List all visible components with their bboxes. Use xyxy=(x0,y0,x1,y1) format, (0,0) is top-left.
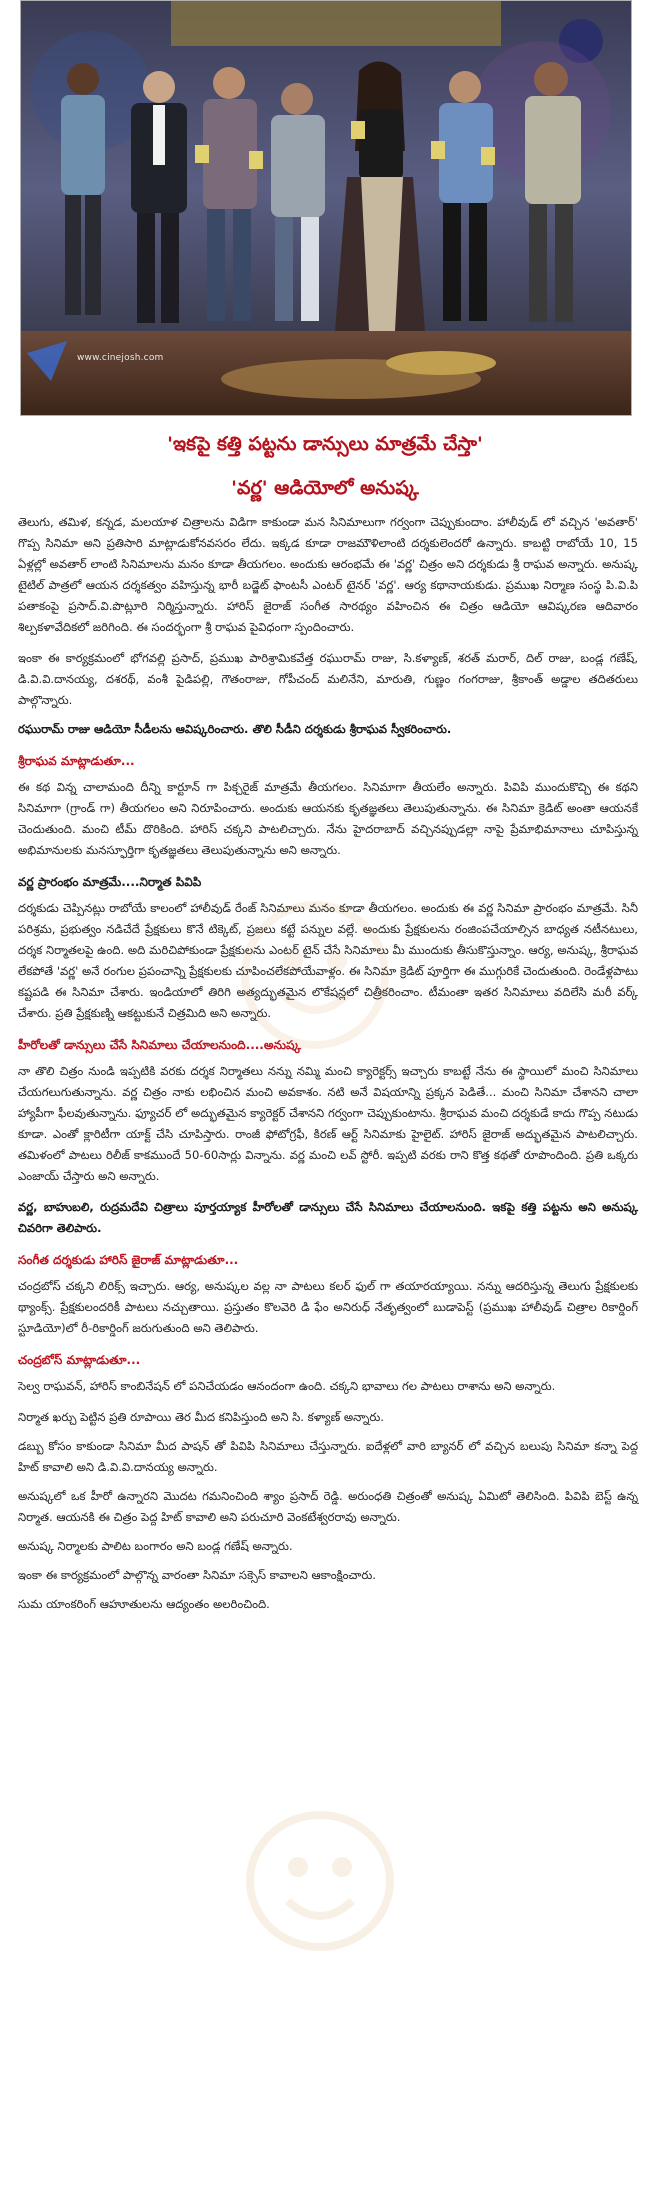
closing-suma: సుమ యాంకరింగ్ ఆహూతులను ఆద్యంతం అలరించింది. xyxy=(18,1597,270,1611)
photo-watermark: www.cinejosh.com xyxy=(77,353,164,363)
closing-danayya: డబ్బు కోసం కాకుండా సినిమా మీద పాషన్ తో పివిపి సినిమాలు చేస్తున్నారు. ఐదేళ్లలో వారి బ్యానర్ లో వచ్చిన బలుపు సినిమా కన్నా పెద్ద హిట్ కావాలి అని డి.వి.వి.దానయ్య అన్నారు. xyxy=(18,1439,638,1474)
section-heading-sriraghava: శ్రీరాఘవ మాట్లాడుతూ... xyxy=(18,754,135,768)
closing-paruchuri: అనుష్కలో ఒక హీరో ఉన్నారని మొదట గమనించింది శ్యాం ప్రసాద్ రెడ్డి. అరుంధతి చిత్రంతో అనుష్క ఏమిటో తెలిసింది. పివిపి బెస్ట్ ఉన్న నిర్మాత. ఆయనకి ఈ చిత్రం పెద్ద హిట్ కావాలి అని పరుచూరి వెంకటేశ్వరరావు అన్నారు. xyxy=(18,1489,638,1524)
section-heading-pvp xyxy=(0,872,650,892)
section-heading-harris: సంగీత దర్శకుడు హారిస్ జైరాజ్ మాట్లాడుతూ... xyxy=(18,1253,239,1267)
section-heading-pvp-text: వర్ణ ప్రారంభం మాత్రమే....నిర్మాత పివిపి xyxy=(18,875,202,889)
section-text-anushka: నా తొలి చిత్రం నుండి ఇప్పటికి వరకు దర్శక నిర్మాతలు నన్ను నమ్మి మంచి క్యారెక్టర్స్ ఇచ్చారు కాబట్టే నేను ఈ స్థాయిలో మంచి సినిమాలు చేయగలుగుతున్నాను. వర్ణ చిత్రం నాకు లభించిన మంచి అవకాశం. నటి అనే విషయాన్ని ప్రక్కన పెడితే... మంచి సినిమా చేశానని చాలా హ్యాపీగా ఫీలవుతున్నాను. ఫ్యూచర్ లో అద్భుతమైన క్యారెక్టర్ చేశానని గర్వంగా చెప్పుకుంటాను. శ్రీరాఘవ మంచి దర్శకుడే కాదు గొప్ప నటుడు కూడా. ఎంతో క్లారిటీగా యాక్ట్ చేసి చూపిస్తారు. రాంజీ ఫోటోగ్రఫీ, కిరణ్ ఆర్ట్ సినిమాకు హైలైట్. హారిస్ జైరాజ్ అద్భుతమైన పాటలిచ్చారు. తమిళంలో పాటలు రిలీజ్ కాకముందే 50-60సార్లు విన్నాను. వర్ణ మంచి లవ్ స్టోరీ. ఇప్పటి వరకు రాని కొత్త కథతో రూపొందింది. ప్రతి ఒక్కరు ఎంజాయ్ చేస్తారు అని అన్నారు. xyxy=(18,1064,638,1183)
cd-release-line: రఘురామ్ రాజు ఆడియో సీడీలను ఆవిష్కరించారు. తొలి సీడీని దర్శకుడు శ్రీరాఘవ స్వీకరించారు. xyxy=(18,722,452,736)
closing-wishes: ఇంకా ఈ కార్యక్రమంలో పాల్గొన్న వారంతా సినిమా సక్సెస్ కావాలని ఆకాంక్షించారు. xyxy=(18,1568,376,1582)
headline-main: 'ఇకపై కత్తి పట్టను డాన్సులు మాత్రమే చేస్తా' xyxy=(167,433,483,455)
section-text-harris: చంద్రబోస్ చక్కని లిరిక్స్ ఇచ్చారు. ఆర్య, అనుష్కల వల్ల నా పాటలు కలర్ ఫుల్ గా తయారయ్యాయి. నన్ను ఆదరిస్తున్న తెలుగు ప్రేక్షకులకు థ్యాంక్స్. ప్రేక్షకులందరికీ పాటలు నచ్చుతాయి. ప్రస్తుతం కొలవెరి డి ఫేం అనిరుధ్ నేతృత్వంలో బుడాపెస్ట్ (ప్రముఖ హాలీవుడ్ చిత్రాల రికార్డింగ్ స్టూడియో)లో రీ-రికార్డింగ్ జరుగుతుంది అని తెలిపారు. xyxy=(18,1279,638,1335)
headline-sub: 'వర్ణ' ఆడియోలో అనుష్క xyxy=(231,477,419,499)
anushka-closing-bold: వర్ణ, బాహుబలి, రుద్రమదేవి చిత్రాలు పూర్తయ్యాక హీరోలతో డాన్సులు చేసే సినిమాలు చేయాలనుంది. ఇకపై కత్తి పట్టను అని అనుష్క చివరిగా తెలిపారు. xyxy=(18,1200,638,1235)
section-text-pvp: దర్శకుడు చెప్పినట్లు రాబోయే కాలంలో హాలీవుడ్ రేంజ్ సినిమాలు మనం కూడా తీయగలం. అందుకు ఈ వర్ణ సినిమా ప్రారంభం మాత్రమే. సినీ పరిశ్రమ, ప్రభుత్వం నడిచేదే ప్రేక్షకులు కొనే టిక్కెట్, ప్రజలు కట్టే పన్నుల వల్లే. అందుకు ప్రేక్షకులను రంజింపచేయాల్సిన బాధ్యత నటీనటులు, దర్శక నిర్మాతలపై ఉంది. అది మరిచిపోకుండా ప్రేక్షకులను ఎంటర్ టైన్ చేసే సినిమాలు మీ ముందుకు తీసుకొస్తున్నాం. ఆర్య, అనుష్క, శ్రీరాఘవ లేకపోతే 'వర్ణ' అనే రంగుల ప్రపంచాన్ని ప్రేక్షకులకు చూపించలేకపోయేవాళ్లం. ఈ సినిమా క్రెడిట్ పూర్తిగా ఈ ముగ్గురికే చెందుతుంది. రెండేళ్లపాటు కష్టపడి ఈ సినిమా చేశారు. ఇండియాలో తిరిగి అత్యద్భుతమైన లొకేషన్లలో చిత్రీకరించాం. టీమంతా ఇతర సినిమాలు వదిలేసి మరీ వర్క్ చేశారు. ప్రతి ప్రేక్షకుణ్ని ఆకట్టుకునే చిత్రమిది అని అన్నారు. xyxy=(18,901,638,1020)
event-photo xyxy=(20,0,632,416)
closing-bandla: అనుష్క నిర్మాలకు పాలిట బంగారం అని బండ్ల గణేష్ అన్నారు. xyxy=(18,1539,293,1553)
intro-paragraph: తెలుగు, తమిళ, కన్నడ, మలయాళ చిత్రాలను విడిగా కాకుండా మన సినిమాలుగా గర్వంగా చెప్పుకుందాం. హాలీవుడ్ లో వచ్చిన 'అవతార్' గొప్ప సినిమా అని ప్రతిసారి మాట్లాడుకోనవసరం లేదు. ఇక్కడ కూడా రాజమౌళిలాంటి దర్శకులెందరో ఉన్నారు. కాబట్టి రాబోయే 10, 15 ఏళ్లల్లో అవతార్ లాంటి సినిమాలను మనం కూడా తీయగలం. అందుకు ఆరంభమే ఈ 'వర్ణ' చిత్రం అని దర్శకుడు శ్రీ రాఘవ అన్నారు. అనుష్క టైటిల్ పాత్రలో ఆయన దర్శకత్వం వహిస్తున్న భారీ బడ్జెట్ ఫాంటసీ ఎంటర్ టైనర్ 'వర్ణ'. ఆర్య కథానాయకుడు. ప్రముఖ నిర్మాణ సంస్థ పి.వి.పి పతాకంపై ప్రసాద్.వి.పొట్లూరి నిర్మిస్తున్నారు. హారిస్ జైరాజ్ సంగీత సారథ్యం వహించిన ఈ చిత్రం ఆడియో ఆవిష్కరణ ఆదివారం శిల్పకళావేదికలో జరిగింది. ఈ సందర్భంగా శ్రీ రాఘవ పైవిధంగా స్పందించారు. xyxy=(18,515,638,634)
cartoon-watermark-icon-2 xyxy=(240,1805,400,1955)
section-heading-chandrabose: చంద్రబోస్ మాట్లాడుతూ... xyxy=(18,1353,141,1367)
section-text-sriraghava: ఈ కథ విన్న చాలామంది దీన్ని కార్టూన్ గా పిక్చరైజ్ మాత్రమే తీయగలం. సినిమాగా తీయలేం అన్నారు. పివిపి ముందుకొచ్చి ఈ కథని సినిమాగా (గ్రాండ్ గా) తీయగలం అని నిరూపించారు. అందుకు ఆయనకు కృతజ్ఞతలు తెలుపుతున్నాను. ఈ సినిమా క్రెడిట్ అంతా ఆయనకే చెందుతుంది. మంచి టీమ్ దొరికింది. హారిస్ చక్కని పాటలిచ్చారు. నేను హైదరాబాద్ వచ్చినప్పుడల్లా నాపై ప్రేమాభిమానాలు చూపిస్తున్న అభిమానులకు మనస్ఫూర్తిగా కృతజ్ఞతలు తెలుపుతున్నాను అని అన్నారు. xyxy=(18,780,638,857)
attendees-paragraph: ఇంకా ఈ కార్యక్రమంలో భోగవల్లి ప్రసాద్, ప్రముఖ పారిశ్రామికవేత్త రఘురామ్ రాజు, సి.కళ్యాణ్, శరత్ మరార్, దిల్ రాజు, బండ్ల గణేష్, డి.వి.వి.దానయ్య, దశరథ్, వంశీ పైడిపల్లి, గౌతంరాజు, గోపీచంద్ మలినేని, మారుతి, గుణ్ణం గంగరాజు, శ్రీకాంత్ అడ్డాల తదితరులు పాల్గొన్నారు. xyxy=(18,651,638,707)
closing-kalyan: నిర్మాత ఖర్చు పెట్టిన ప్రతి రూపాయి తెర మీద కనిపిస్తుంది అని సి. కళ్యాణ్ అన్నారు. xyxy=(18,1410,384,1424)
cartoon-watermark-icon xyxy=(235,895,395,1055)
section-text-chandrabose: సెల్వ రాఘవన్, హారిస్ కాంబినేషన్ లో పనిచేయడం ఆనందంగా ఉంది. చక్కని భావాలు గల పాటలు రాశాను అని అన్నారు. xyxy=(18,1379,556,1393)
section-heading-anushka: హీరోలతో డాన్సులు చేసే సినిమాలు చేయాలనుంది....అనుష్క xyxy=(18,1038,301,1052)
